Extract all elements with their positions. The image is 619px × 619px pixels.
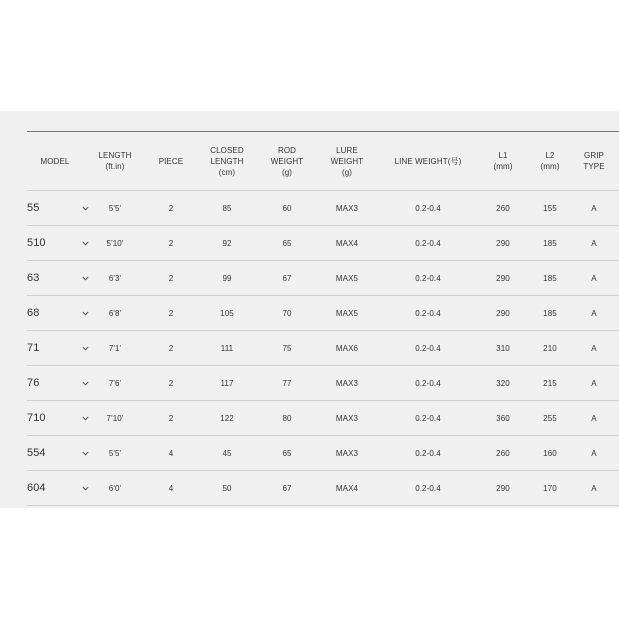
cell-line-weight: 0.2-0.4 xyxy=(415,273,441,283)
cell-l2: 210 xyxy=(543,343,557,353)
cell-lure-weight: MAX6 xyxy=(335,343,359,353)
cell-line-weight: 0.2-0.4 xyxy=(415,378,441,388)
cell-length: 7'6' xyxy=(108,378,122,388)
header-grip-type: GRIP TYPE xyxy=(583,151,605,171)
cell-line-weight: 0.2-0.4 xyxy=(415,203,441,213)
chevron-down-icon[interactable] xyxy=(79,191,91,225)
cell-model: 71 xyxy=(27,342,40,354)
cell-l2: 155 xyxy=(543,203,557,213)
cell-lure-weight: MAX5 xyxy=(335,273,359,283)
cell-line-weight: 0.2-0.4 xyxy=(415,238,441,248)
cell-lure-weight: MAX4 xyxy=(335,238,359,248)
cell-rod-weight: 77 xyxy=(282,378,292,388)
cell-length: 7'1' xyxy=(108,343,122,353)
cell-model: 554 xyxy=(27,447,46,459)
cell-l1: 360 xyxy=(496,413,510,423)
cell-length: 6'3' xyxy=(108,273,122,283)
cell-grip-type: A xyxy=(591,308,597,318)
cell-closed-length: 117 xyxy=(220,378,234,388)
cell-lure-weight: MAX3 xyxy=(335,448,359,458)
table-row[interactable] xyxy=(27,261,619,296)
cell-closed-length: 50 xyxy=(222,483,232,493)
chevron-down-icon[interactable] xyxy=(79,296,91,330)
spec-table xyxy=(27,132,619,506)
chevron-down-icon[interactable] xyxy=(79,261,91,295)
header-length: LENGTH (ft.in) xyxy=(98,151,132,171)
cell-l2: 160 xyxy=(543,448,557,458)
cell-model: 76 xyxy=(27,377,40,389)
header-closed-length: CLOSED LENGTH (cm) xyxy=(210,145,244,177)
cell-l2: 185 xyxy=(543,238,557,248)
cell-model: 68 xyxy=(27,307,40,319)
cell-rod-weight: 65 xyxy=(282,238,292,248)
table-header xyxy=(27,132,619,191)
cell-lure-weight: MAX3 xyxy=(335,413,359,423)
cell-l1: 290 xyxy=(496,238,510,248)
table-row[interactable] xyxy=(27,366,619,401)
cell-rod-weight: 75 xyxy=(282,343,292,353)
table-row[interactable] xyxy=(27,226,619,261)
cell-length: 5'10' xyxy=(106,238,124,248)
header-model: MODEL xyxy=(40,156,70,166)
cell-line-weight: 0.2-0.4 xyxy=(415,413,441,423)
cell-piece: 2 xyxy=(168,378,174,388)
cell-lure-weight: MAX5 xyxy=(335,308,359,318)
cell-l1: 320 xyxy=(496,378,510,388)
cell-line-weight: 0.2-0.4 xyxy=(415,448,441,458)
header-line-weight: LINE WEIGHT(号) xyxy=(394,156,462,166)
cell-l1: 260 xyxy=(496,203,510,213)
header-l1: L1 (mm) xyxy=(493,151,513,171)
cell-grip-type: A xyxy=(591,378,597,388)
cell-lure-weight: MAX3 xyxy=(335,378,359,388)
cell-piece: 2 xyxy=(168,203,174,213)
header-l2: L2 (mm) xyxy=(540,151,560,171)
cell-grip-type: A xyxy=(591,238,597,248)
cell-line-weight: 0.2-0.4 xyxy=(415,308,441,318)
cell-length: 6'0' xyxy=(108,483,122,493)
cell-piece: 2 xyxy=(168,308,174,318)
cell-piece: 2 xyxy=(168,273,174,283)
cell-piece: 2 xyxy=(168,238,174,248)
cell-l1: 290 xyxy=(496,273,510,283)
cell-l1: 260 xyxy=(496,448,510,458)
cell-piece: 4 xyxy=(168,483,174,493)
cell-grip-type: A xyxy=(591,413,597,423)
cell-grip-type: A xyxy=(591,483,597,493)
cell-model: 510 xyxy=(27,237,46,249)
cell-piece: 4 xyxy=(168,448,174,458)
cell-lure-weight: MAX4 xyxy=(335,483,359,493)
chevron-down-icon[interactable] xyxy=(79,401,91,435)
cell-rod-weight: 60 xyxy=(282,203,292,213)
cell-piece: 2 xyxy=(168,413,174,423)
table-row[interactable] xyxy=(27,436,619,471)
cell-model: 604 xyxy=(27,482,46,494)
cell-grip-type: A xyxy=(591,203,597,213)
cell-rod-weight: 65 xyxy=(282,448,292,458)
cell-closed-length: 99 xyxy=(222,273,232,283)
cell-model: 710 xyxy=(27,412,46,424)
cell-l2: 215 xyxy=(543,378,557,388)
table-body xyxy=(27,191,619,506)
cell-grip-type: A xyxy=(591,273,597,283)
cell-l2: 255 xyxy=(543,413,557,423)
cell-rod-weight: 80 xyxy=(282,413,292,423)
cell-l2: 170 xyxy=(543,483,557,493)
cell-line-weight: 0.2-0.4 xyxy=(415,343,441,353)
chevron-down-icon[interactable] xyxy=(79,436,91,470)
cell-length: 6'8' xyxy=(108,308,122,318)
cell-piece: 2 xyxy=(168,343,174,353)
table-row[interactable] xyxy=(27,296,619,331)
cell-closed-length: 105 xyxy=(220,308,234,318)
cell-rod-weight: 70 xyxy=(282,308,292,318)
cell-closed-length: 122 xyxy=(220,413,234,423)
header-rod-weight: ROD WEIGHT (g) xyxy=(270,145,304,177)
cell-lure-weight: MAX3 xyxy=(335,203,359,213)
cell-l1: 290 xyxy=(496,483,510,493)
chevron-down-icon[interactable] xyxy=(79,226,91,260)
cell-grip-type: A xyxy=(591,343,597,353)
cell-l2: 185 xyxy=(543,308,557,318)
table-row[interactable] xyxy=(27,401,619,436)
cell-rod-weight: 67 xyxy=(282,483,292,493)
table-row[interactable] xyxy=(27,191,619,226)
header-piece: PIECE xyxy=(158,156,184,166)
chevron-down-icon[interactable] xyxy=(79,471,91,505)
cell-length: 5'5' xyxy=(108,448,122,458)
cell-model: 63 xyxy=(27,272,40,284)
cell-closed-length: 111 xyxy=(220,343,234,353)
cell-closed-length: 85 xyxy=(222,203,232,213)
table-row[interactable] xyxy=(27,331,619,366)
cell-l1: 290 xyxy=(496,308,510,318)
cell-line-weight: 0.2-0.4 xyxy=(415,483,441,493)
cell-rod-weight: 67 xyxy=(282,273,292,283)
cell-length: 5'5' xyxy=(108,203,122,213)
cell-closed-length: 45 xyxy=(222,448,232,458)
chevron-down-icon[interactable] xyxy=(79,331,91,365)
chevron-down-icon[interactable] xyxy=(79,366,91,400)
cell-l2: 185 xyxy=(543,273,557,283)
cell-l1: 310 xyxy=(496,343,510,353)
table-row[interactable] xyxy=(27,471,619,506)
cell-model: 55 xyxy=(27,202,40,214)
cell-grip-type: A xyxy=(591,448,597,458)
header-lure-weight: LURE WEIGHT (g) xyxy=(330,145,364,177)
cell-closed-length: 92 xyxy=(222,238,232,248)
cell-length: 7'10' xyxy=(106,413,124,423)
